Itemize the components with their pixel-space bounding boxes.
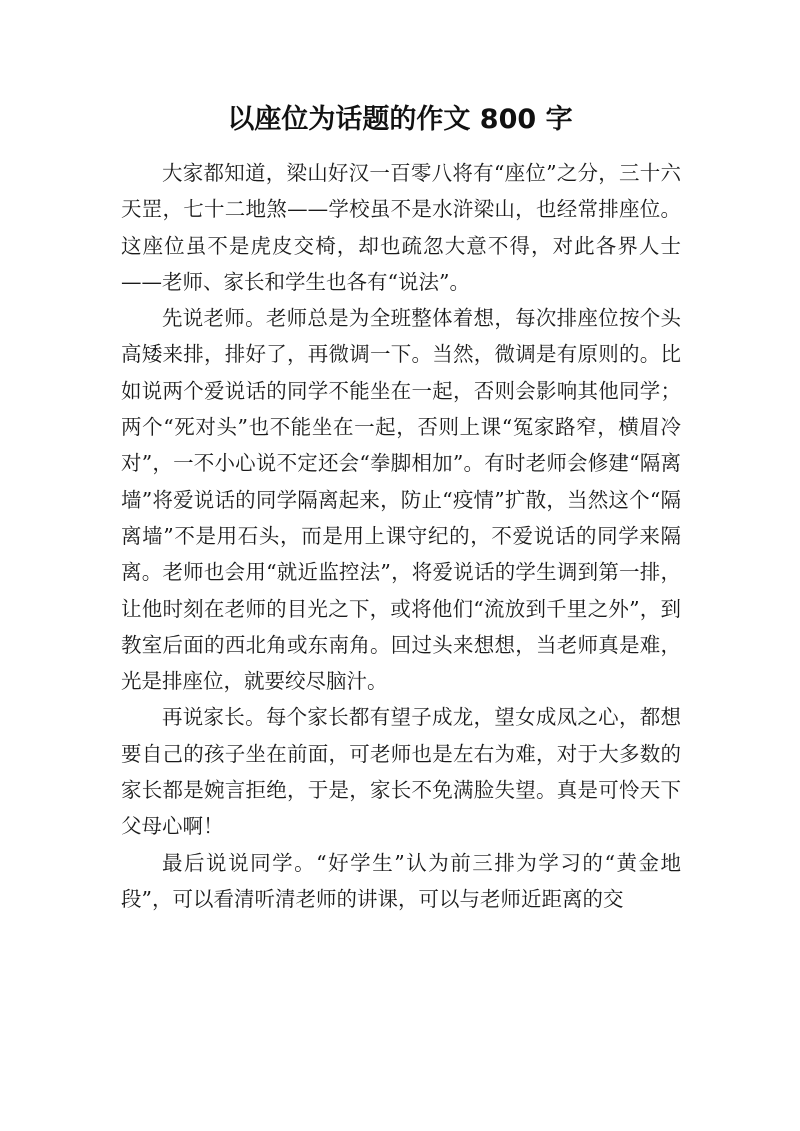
document-title: 以座位为话题的作文 800 字	[227, 104, 573, 135]
paragraph-4: 最后说说同学。“好学生”认为前三排为学习的“黄金地段”，可以看清听清老师的讲课，可以与老师近距离的交	[121, 850, 681, 911]
paragraph-3: 再说家长。每个家长都有望子成龙，望女成凤之心，都想要自己的孩子坐在前面，可老师也是左右为难，对于大多数的家长都是婉言拒绝，于是，家长不免满脸失望。真是可怜天下父母心啊！	[121, 705, 681, 839]
document-body	[121, 155, 681, 917]
paragraph-2: 先说老师。老师总是为全班整体着想，每次排座位按个头高矮来排，排好了，再微调一下。当然，微调是有原则的。比如说两个爱说话的同学不能坐在一起，否则会影响其他同学；两个“死对头”也不能坐在一起，否则上课“冤家路窄，横眉冷对”，一不小心说不定还会“拳脚相加”。有时老师会修建“隔离墙”将爱说话的同学隔离起来，防止“疫情”扩散，当然这个“隔离墙”不是用石头，而是用上课守纪的，不爱说话的同学来隔离。老师也会用“就近监控法”，将爱说话的学生调到第一排，让他时刻在老师的目光之下，或将他们“流放到千里之外”，到教室后面的西北角或东南角。回过头来想想，当老师真是难，光是排座位，就要绞尽脑汁。	[121, 306, 681, 694]
paragraph-1: 大家都知道，梁山好汉一百零八将有“座位”之分，三十六天罡，七十二地煞——学校虽不是水浒梁山，也经常排座位。这座位虽不是虎皮交椅，却也疏忽大意不得，对此各界人士——老师、家长和学生也各有“说法”。	[121, 161, 681, 294]
